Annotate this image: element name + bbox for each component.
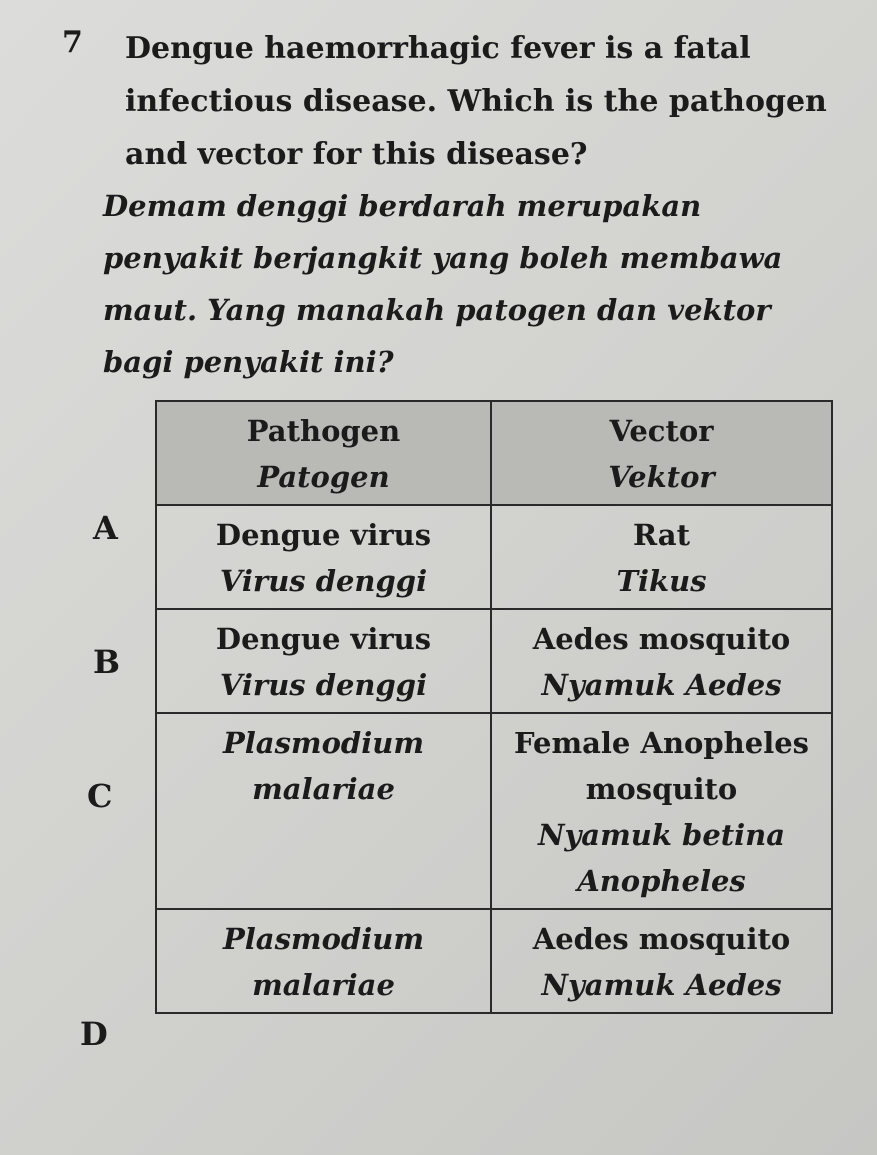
vector-english: Aedes mosquito — [532, 622, 791, 656]
vector-header-malay: Vektor — [608, 460, 715, 494]
pathogen-malay: Virus denggi — [219, 668, 428, 702]
vector-malay: Nyamuk betina — [537, 818, 786, 852]
question-malay-line: bagi penyakit ini? — [103, 345, 394, 379]
table-row-a — [156, 505, 832, 609]
option-label-b: B — [93, 643, 121, 681]
pathogen-genus: Plasmodium — [222, 726, 425, 760]
vector-cell-b — [491, 609, 832, 713]
option-label-d: D — [80, 1015, 108, 1053]
question-english-line: infectious disease. Which is the pathogen — [125, 84, 827, 119]
question-text-english — [125, 22, 865, 181]
table-row-d — [156, 909, 832, 1013]
table-row-c — [156, 713, 832, 909]
vector-malay: Nyamuk Aedes — [541, 968, 782, 1002]
vector-english: Female Anopheles — [513, 726, 810, 760]
question-english-line: and vector for this disease? — [125, 137, 588, 172]
table-header-row — [156, 401, 832, 505]
pathogen-english: Dengue virus — [215, 622, 432, 656]
pathogen-header — [156, 401, 491, 505]
vector-malay-cont: Anopheles — [577, 864, 746, 898]
pathogen-cell-a — [156, 505, 491, 609]
vector-english-cont: mosquito — [585, 772, 738, 806]
pathogen-header-english: Pathogen — [246, 414, 401, 448]
question-number: 7 — [62, 25, 83, 60]
vector-english: Aedes mosquito — [532, 922, 791, 956]
pathogen-genus: Plasmodium — [222, 922, 425, 956]
vector-malay: Tikus — [616, 564, 707, 598]
option-label-a: A — [93, 509, 118, 547]
option-label-c: C — [87, 777, 113, 815]
pathogen-malay: Virus denggi — [219, 564, 428, 598]
question-malay-line: maut. Yang manakah patogen dan vektor — [103, 293, 771, 327]
pathogen-species: malariae — [252, 968, 395, 1002]
pathogen-cell-c — [156, 713, 491, 909]
question-malay-line: Demam denggi berdarah merupakan — [103, 189, 702, 223]
table-row-b — [156, 609, 832, 713]
question-malay-line: penyakit berjangkit yang boleh membawa — [103, 241, 783, 275]
pathogen-english: Dengue virus — [215, 518, 432, 552]
vector-cell-a — [491, 505, 832, 609]
pathogen-cell-b — [156, 609, 491, 713]
question-text-malay — [103, 180, 863, 388]
vector-header-english: Vector — [609, 414, 714, 448]
answer-options-table — [155, 400, 833, 1014]
vector-malay: Nyamuk Aedes — [541, 668, 782, 702]
pathogen-header-malay: Patogen — [257, 460, 390, 494]
pathogen-cell-d — [156, 909, 491, 1013]
vector-cell-d — [491, 909, 832, 1013]
vector-header — [491, 401, 832, 505]
question-english-line: Dengue haemorrhagic fever is a fatal — [125, 31, 751, 66]
pathogen-species: malariae — [252, 772, 395, 806]
vector-english: Rat — [633, 518, 690, 552]
vector-cell-c — [491, 713, 832, 909]
